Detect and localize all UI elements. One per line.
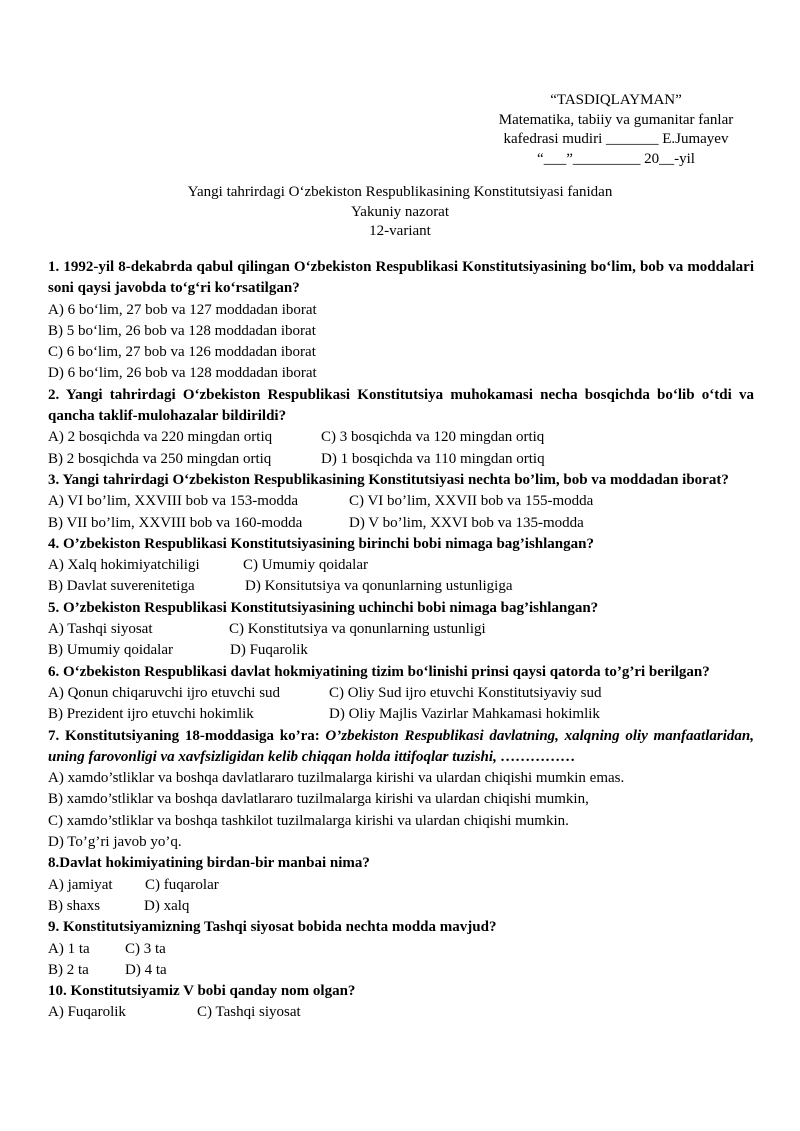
question-7-option-b: B) xamdo’stliklar va boshqa davlatlararo tuzilmalarga kirishi va ulardan chiqishi mumkin, (48, 791, 589, 808)
variant-label: 12-variant (369, 223, 431, 239)
question-2-option-d: D) 1 bosqichda va 110 mingdan ortiq (321, 450, 545, 467)
question-6-option-c: C) Oliy Sud ijro etuvchi Konstitutsiyaviy sud (329, 684, 602, 701)
question-9-option-b: B) 2 ta (48, 961, 89, 978)
approval-block (486, 91, 746, 169)
question-6-text: 6. O‘zbekiston Respublikasi davlat hokmiyatining tizim bo‘linishi prinsi qaysi qatorda to’g’ri berilgan? (48, 663, 710, 680)
question-7-text (48, 726, 754, 769)
question-3-options-row-2 (48, 513, 754, 534)
question-8-lead: .Davlat hokimiyatining birdan-bir manbai nima? (55, 855, 370, 872)
document-heading (0, 183, 800, 242)
question-8-number: 8 (48, 855, 56, 872)
approval-line-2: kafedrasi mudiri _______ E.Jumayev (503, 131, 729, 147)
question-6-options-row-2 (48, 704, 754, 725)
question-4-text: 4. O’zbekiston Respublikasi Konstitutsiyasining birinchi bobi nimaga bag’ishlangan? (48, 535, 594, 552)
exam-title: Yakuniy nazorat (350, 203, 450, 220)
question-10-options-row-1 (48, 1002, 754, 1023)
question-6-option-b: B) Prezident ijro etuvchi hokimlik (48, 706, 254, 723)
question-7-statement: O’zbekiston Respublikasi davlatning, xalqning oliy manfaatlaridan, uning farovonligi va xavfsizligidan kelib chiqqan holda ittifoqlar tuzishi, …………… (48, 727, 754, 765)
question-7-option-c: C) xamdo’stliklar va boshqa tashkilot tuzilmalarga kirishi va ulardan chiqishi mumkin. (48, 812, 569, 829)
question-2-options-row-1 (48, 427, 754, 448)
question-5-option-c: C) Konstitutsiya va qonunlarning ustunligi (229, 621, 486, 638)
question-4-option-d: D) Konsitutsiya va qonunlarning ustunligiga (245, 578, 513, 595)
question-4-option-c: C) Umumiy qoidalar (243, 557, 368, 574)
question-8-options-row-2 (48, 896, 754, 917)
question-9-option-c: C) 3 ta (125, 940, 166, 957)
approval-line-3: “___”_________ 20__-yil (537, 150, 695, 167)
question-7-number: 7 (48, 727, 56, 744)
question-6-options-row-1 (48, 683, 754, 704)
question-6-option-d: D) Oliy Majlis Vazirlar Mahkamasi hokimlik (329, 706, 600, 723)
question-9-option-a: A) 1 ta (48, 940, 90, 957)
question-list (48, 257, 754, 1024)
question-1-option-b: B) 5 bo‘lim, 26 bob va 128 moddadan iborat (48, 322, 316, 339)
question-1-option-d: D) 6 bo‘lim, 26 bob va 128 moddadan iborat (48, 365, 317, 382)
question-2-options-row-2 (48, 449, 754, 470)
question-5-text: 5. O’zbekiston Respublikasi Konstitutsiyasining uchinchi bobi nimaga bag’ishlangan? (48, 599, 599, 616)
question-10-option-a: A) Fuqarolik (48, 1004, 126, 1021)
question-5-options-row-1 (48, 619, 754, 640)
question-7-option-a: A) xamdo’stliklar va boshqa davlatlararo tuzilmalarga kirishi va ulardan chiqishi mumkin emas. (48, 770, 625, 787)
question-5-option-b: B) Umumiy qoidalar (48, 642, 173, 659)
question-10-option-c: C) Tashqi siyosat (197, 1004, 301, 1021)
question-2-option-b: B) 2 bosqichda va 250 mingdan ortiq (48, 450, 272, 467)
question-4-options-row-2 (48, 576, 754, 597)
question-4-options-row-1 (48, 555, 754, 576)
question-9-options-row-1 (48, 939, 754, 960)
question-2-option-c: C) 3 bosqichda va 120 mingdan ortiq (321, 429, 545, 446)
question-6-option-a: A) Qonun chiqaruvchi ijro etuvchi sud (48, 684, 281, 701)
question-8-option-a: A) jamiyat (48, 876, 113, 893)
approval-line-1: Matematika, tabiiy va gumanitar fanlar (498, 111, 734, 128)
question-3-option-c: C) VI bo’lim, XXVII bob va 155-modda (349, 493, 594, 510)
question-8-text (48, 853, 754, 874)
question-2-text: 2. Yangi tahrirdagi O‘zbekiston Respublikasi Konstitutsiya muhokamasi necha bosqichda bo‘lib o‘tdi va qancha taklif-mulohazalar bildirildi? (48, 386, 754, 425)
question-3-text: 3. Yangi tahrirdagi O‘zbekiston Respublikasining Konstitutsiyasi nechta bo’lim, bob va moddadan iborat? (48, 471, 729, 488)
question-3-option-d: D) V bo’lim, XXVI bob va 135-modda (349, 514, 584, 531)
question-7-lead: . Konstitutsiyaning 18-moddasiga ko’ra: (55, 727, 326, 744)
question-1-option-a: A) 6 bo‘lim, 27 bob va 127 moddadan iborat (48, 301, 317, 318)
question-4-option-b: B) Davlat suverenitetiga (48, 578, 195, 595)
subject-title: Yangi tahrirdagi O‘zbekiston Respublikasining Konstitutsiyasi fanidan (187, 184, 613, 200)
question-7-option-d: D) To’g’ri javob yo’q. (48, 834, 182, 851)
question-8-option-c: C) fuqarolar (145, 876, 219, 893)
question-9-option-d: D) 4 ta (125, 961, 167, 978)
question-3-option-a: A) VI bo’lim, XXVIII bob va 153-modda (48, 493, 299, 510)
question-1-option-c: C) 6 bo‘lim, 27 bob va 126 moddadan iborat (48, 344, 316, 361)
question-9-options-row-2 (48, 960, 754, 981)
question-5-option-a: A) Tashqi siyosat (48, 621, 153, 638)
question-3-option-b: B) VII bo’lim, XXVIII bob va 160-modda (48, 514, 303, 531)
question-2-option-a: A) 2 bosqichda va 220 mingdan ortiq (48, 429, 273, 446)
approval-title: “TASDIQLAYMAN” (550, 92, 682, 108)
question-5-option-d: D) Fuqarolik (230, 642, 308, 659)
question-10-text: 10. Konstitutsiyamiz V bobi qanday nom olgan? (48, 983, 356, 1000)
question-8-option-b: B) shaxs (48, 897, 101, 914)
question-3-options-row-1 (48, 491, 754, 512)
question-5-options-row-2 (48, 640, 754, 661)
question-9-text: 9. Konstitutsiyamizning Tashqi siyosat bobida nechta modda mavjud? (48, 919, 497, 936)
question-1-text: 1. 1992-yil 8-dekabrda qabul qilingan O‘zbekiston Respublikasi Konstitutsiyasining bo‘lim, bob va moddalari soni qaysi javobda to‘g‘ri ko‘rsatilgan? (48, 259, 754, 297)
question-4-option-a: A) Xalq hokimiyatchiligi (48, 557, 200, 574)
question-8-options-row-1 (48, 875, 754, 896)
question-8-option-d: D) xalq (144, 897, 190, 914)
